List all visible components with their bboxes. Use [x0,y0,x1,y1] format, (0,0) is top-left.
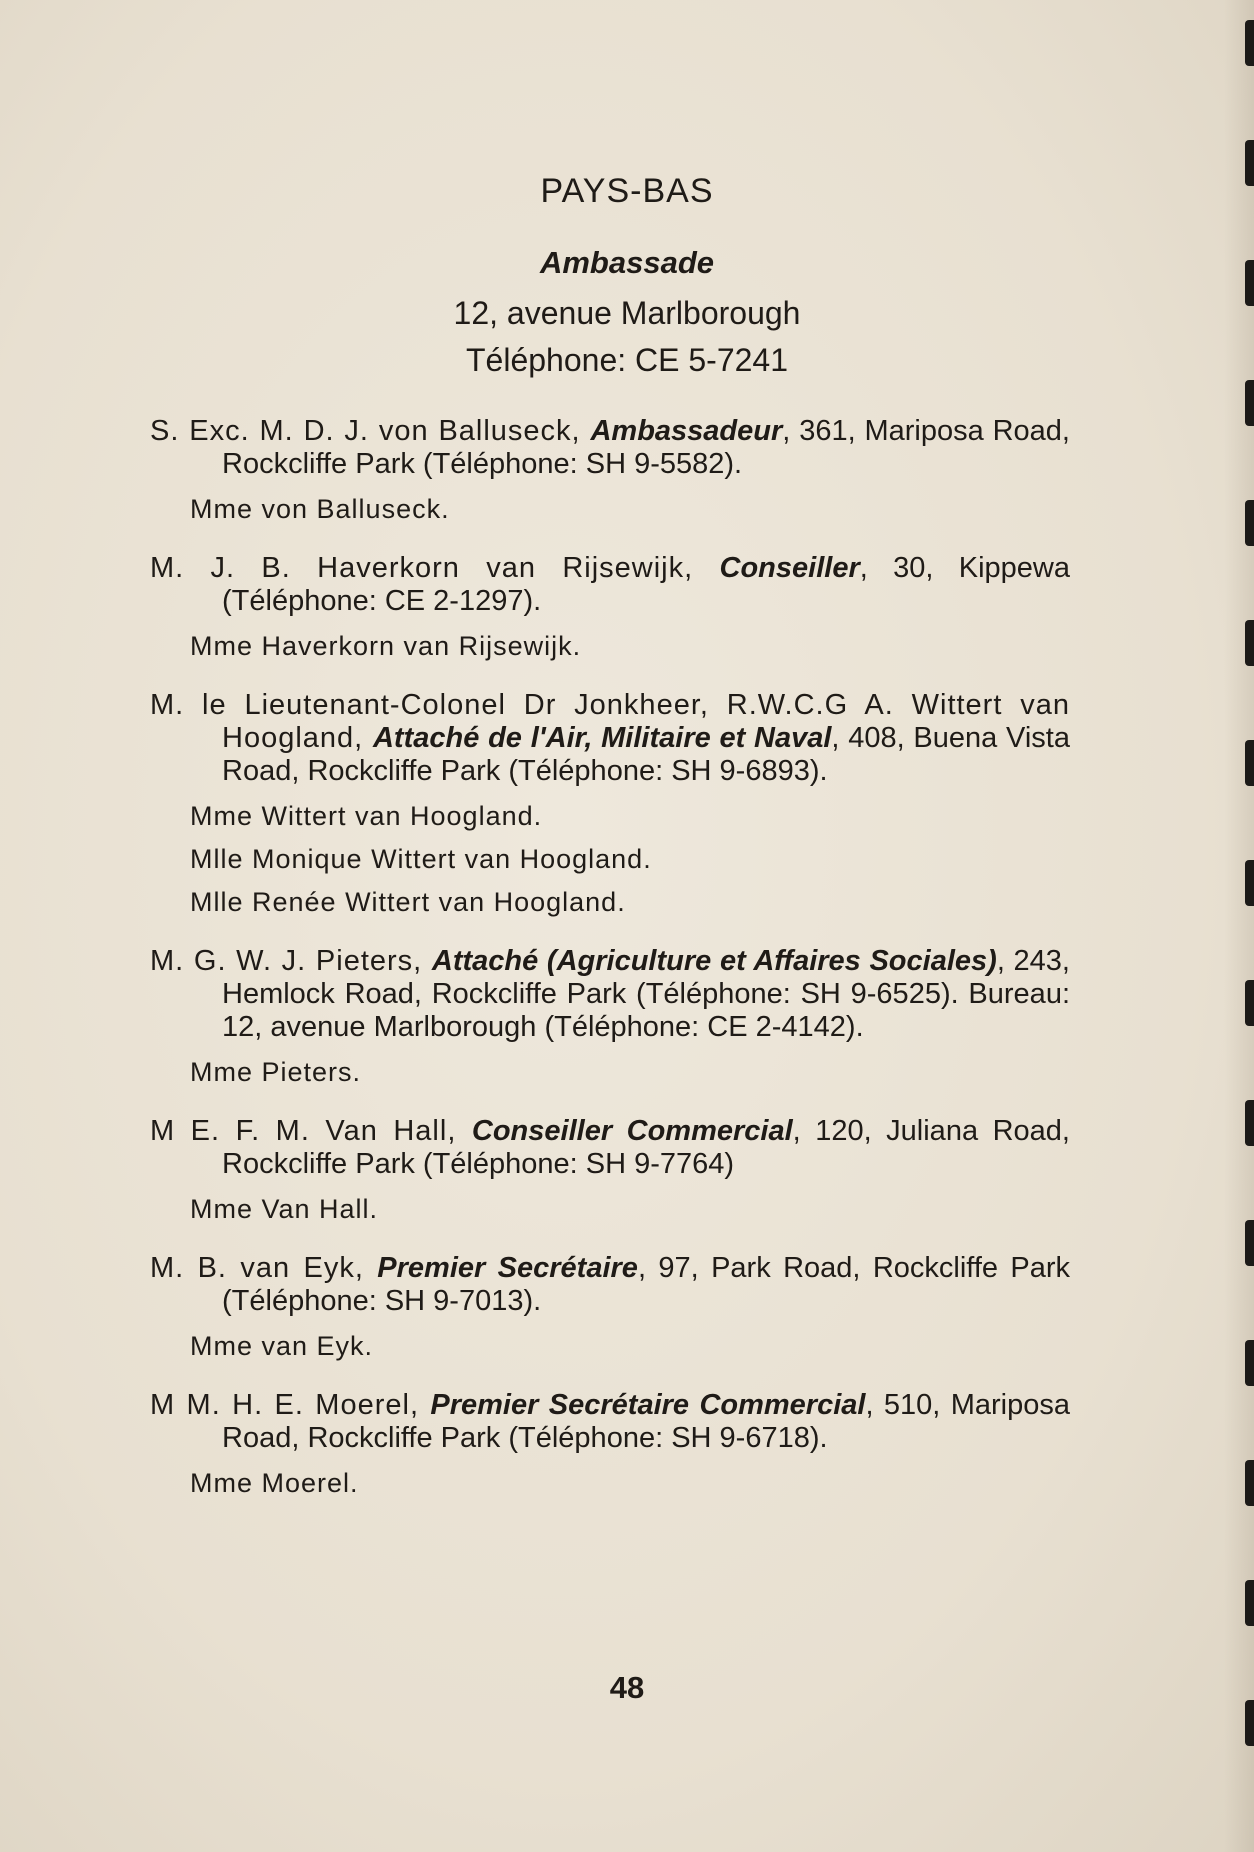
section-subtitle: Ambassade [539,245,715,280]
binding-ring [1245,20,1254,66]
embassy-telephone: Téléphone: CE 5-7241 [466,342,788,378]
binding-ring [1245,620,1254,666]
staff-entry [150,415,1070,526]
entry-text [150,415,1070,481]
entry-title: Ambassadeur [590,415,783,447]
entry-name: M. J. B. Haverkorn van Rijsewijk, [150,552,720,584]
entry-name: M. B. van Eyk, [150,1252,378,1284]
staff-entry [150,1389,1070,1500]
entry-details: , 97, Park Road, Rockcliffe Park (Téléphone: SH 9-7013). [222,1252,1071,1317]
entry-title: Conseiller Commercial [471,1115,793,1147]
entry-name: S. Exc. M. D. J. von Balluseck, [150,415,591,447]
entry-details: , 30, Kippewa (Téléphone: CE 2-1297). [222,552,1071,617]
entry-title: Premier Secrétaire [377,1252,638,1284]
family-member: Mme Pieters. [190,1057,362,1087]
binding-ring [1245,1100,1254,1146]
page-number: 48 [609,1670,645,1705]
entry-title: Conseiller [719,552,860,584]
entry-text [150,1389,1070,1455]
binding-ring [1245,500,1254,546]
entry-details: , 361, Mariposa Road, Rockcliffe Park (Téléphone: SH 9-5582). [222,415,1070,480]
entry-details: , 120, Juliana Road, Rockcliffe Park (Téléphone: SH 9-7764) [222,1115,1070,1180]
entry-details: , 243, Hemlock Road, Rockcliffe Park (Téléphone: SH 9-6525). Bureau: 12, avenue Marlborough (Téléphone: CE 2-4142). [222,945,1070,1043]
entry-name: M E. F. M. Van Hall, [150,1115,472,1147]
entry-text [150,945,1070,1044]
binding-ring [1245,380,1254,426]
staff-entry [150,1115,1070,1226]
family-member: Mme van Eyk. [190,1331,374,1361]
family-member: Mme Wittert van Hoogland. [190,801,543,831]
entry-details: , 408, Buena Vista Road, Rockcliffe Park (Téléphone: SH 9-6893). [222,722,1070,787]
binding-ring [1245,1700,1254,1746]
staff-entry [150,689,1070,919]
binding-ring [1245,740,1254,786]
binding-ring [1245,860,1254,906]
country-heading: PAYS-BAS [540,172,714,210]
family-member: Mme Van Hall. [190,1194,379,1224]
family-member: Mlle Monique Wittert van Hoogland. [190,844,652,874]
entry-text [150,552,1070,618]
entry-title: Premier Secrétaire Commercial [430,1389,866,1421]
binding-ring [1245,1340,1254,1386]
binding-ring [1245,1460,1254,1506]
binding-ring [1245,980,1254,1026]
embassy-address: 12, avenue Marlborough [453,295,801,331]
binding-ring [1245,1220,1254,1266]
entry-text [150,689,1070,788]
entry-name: M M. H. E. Moerel, [150,1389,431,1421]
entry-text [150,1115,1070,1181]
entry-name: M. le Lieutenant-Colonel Dr Jonkheer, R.W.C.G A. Wittert van Hoogland, [150,689,1070,754]
entry-name: M. G. W. J. Pieters, [150,945,432,977]
family-member: Mme Moerel. [190,1468,359,1498]
entry-details: , 510, Mariposa Road, Rockcliffe Park (Téléphone: SH 9-6718). [222,1389,1070,1454]
staff-list [150,415,1070,1526]
staff-entry [150,1252,1070,1363]
family-member: Mme von Balluseck. [190,494,450,524]
binding-ring [1245,1580,1254,1626]
staff-entry [150,945,1070,1089]
family-member: Mme Haverkorn van Rijsewijk. [190,631,582,661]
family-member: Mlle Renée Wittert van Hoogland. [190,887,626,917]
entry-text [150,1252,1070,1318]
entry-title: Attaché (Agriculture et Affaires Sociales) [431,945,997,977]
entry-title: Attaché de l'Air, Militaire et Naval [372,722,832,754]
staff-entry [150,552,1070,663]
